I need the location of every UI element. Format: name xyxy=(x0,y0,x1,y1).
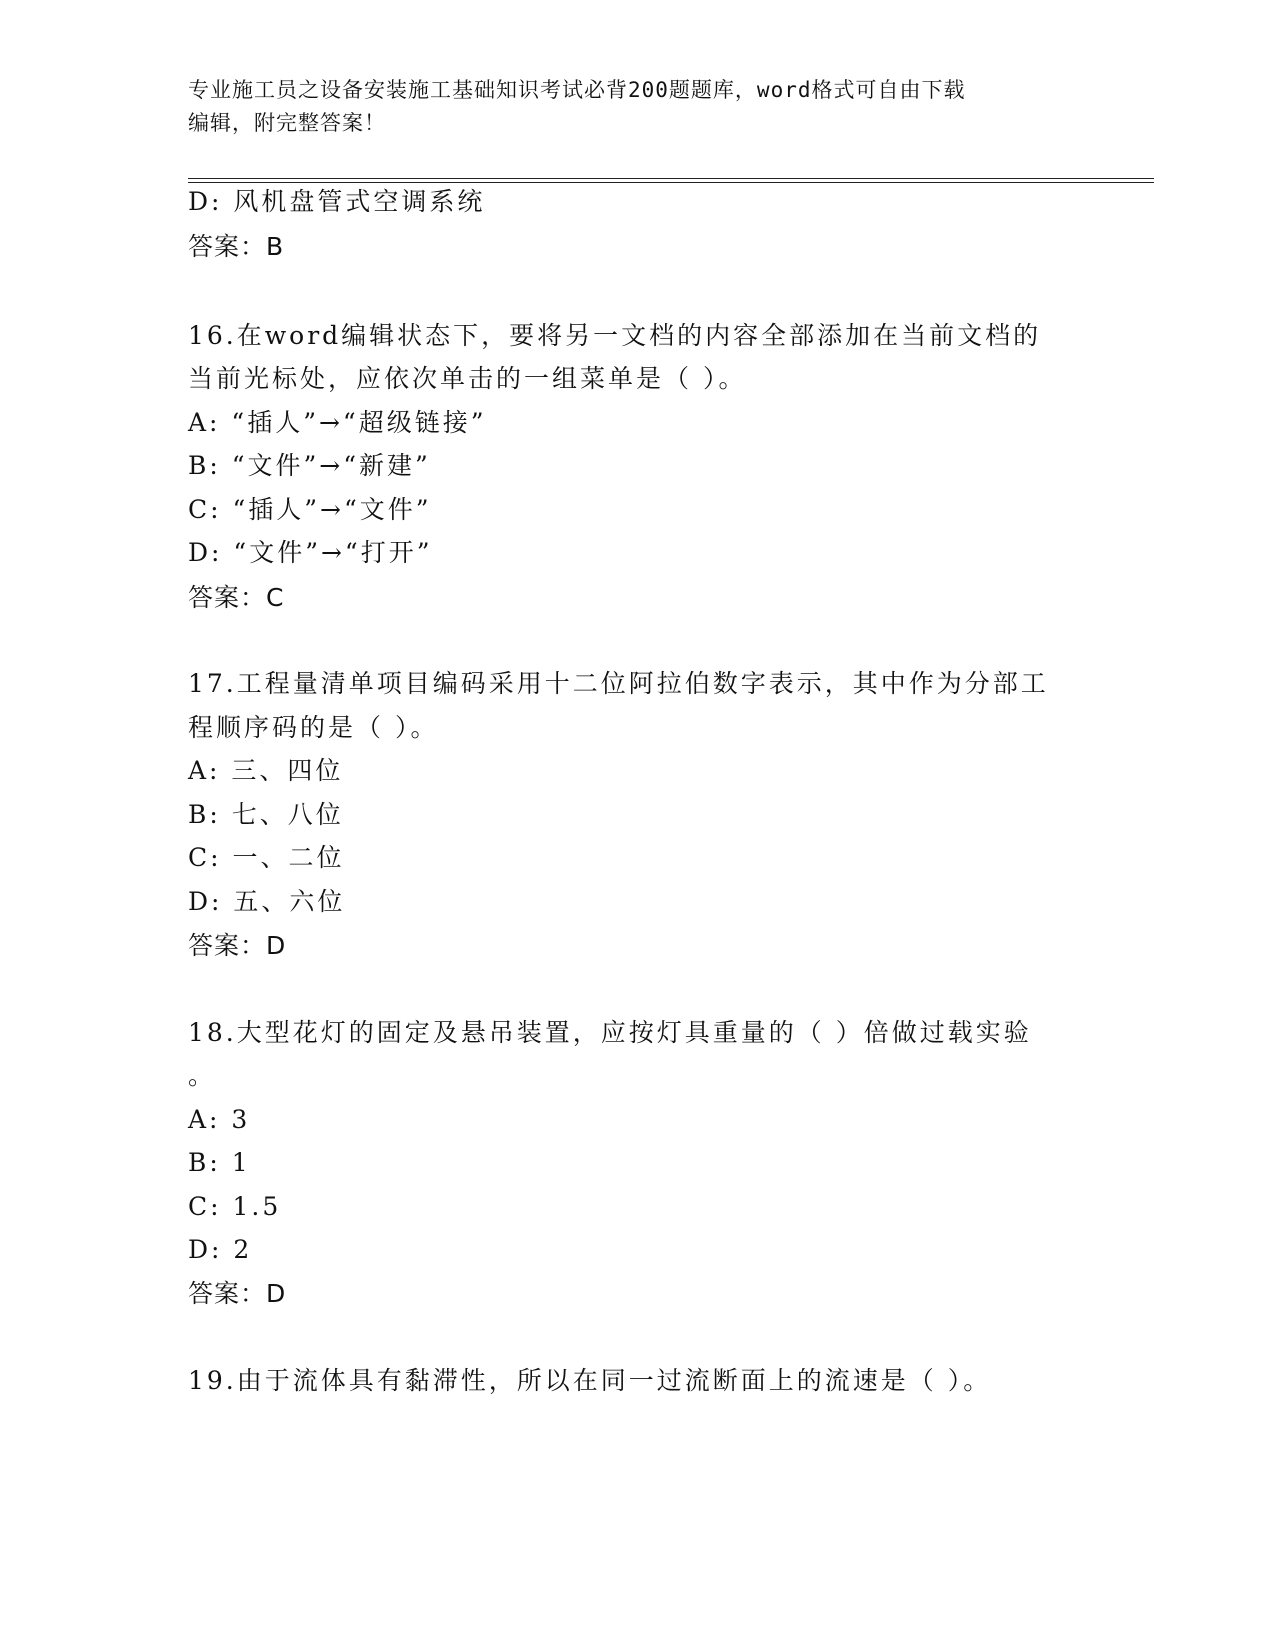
q17-option-b: B: 七、八位 xyxy=(188,800,344,829)
header-divider xyxy=(188,178,1154,183)
q16-option-a: A: “插人”→“超级链接” xyxy=(188,408,487,437)
q19-stem-line-1: 19.由于流体具有黏滞性，所以在同一过流断面上的流速是（ ）。 xyxy=(188,1366,992,1395)
q18-option-a: A: 3 xyxy=(188,1105,251,1134)
q17-stem-line-1: 17.工程量清单项目编码采用十二位阿拉伯数字表示，其中作为分部工 xyxy=(188,669,1049,698)
q18-option-d: D: 2 xyxy=(188,1235,253,1264)
q16-option-d: D: “文件”→“打开” xyxy=(188,538,433,567)
q18-option-b: B: 1 xyxy=(188,1148,251,1177)
document-header xyxy=(188,74,1068,140)
q16-option-b: B: “文件”→“新建” xyxy=(188,451,431,480)
q16-option-c: C: “插人”→“文件” xyxy=(188,495,432,524)
q18-option-c: C: 1.5 xyxy=(188,1192,282,1221)
q18-answer: 答案：D xyxy=(188,1279,287,1308)
q16-answer: 答案：C xyxy=(188,583,285,612)
prev-option-d: D: 风机盘管式空调系统 xyxy=(188,187,486,216)
q18-stem-line-2: 。 xyxy=(188,1061,217,1090)
q17-option-d: D: 五、六位 xyxy=(188,887,346,916)
q17-answer: 答案：D xyxy=(188,931,287,960)
header-title-line-2: 编辑，附完整答案！ xyxy=(188,111,386,135)
q17-option-c: C: 一、二位 xyxy=(188,843,345,872)
q17-option-a: A: 三、四位 xyxy=(188,756,344,785)
header-title-line-1: 专业施工员之设备安装施工基础知识考试必背200题题库，word格式可自由下载 xyxy=(188,78,966,102)
q18-stem-line-1: 18.大型花灯的固定及悬吊装置，应按灯具重量的（ ）倍做过载实验 xyxy=(188,1018,1032,1047)
q17-stem-line-2: 程顺序码的是（ ）。 xyxy=(188,713,439,742)
prev-answer: 答案：B xyxy=(188,232,285,261)
q16-stem-line-2: 当前光标处，应依次单击的一组菜单是（ ）。 xyxy=(188,364,747,393)
q16-stem-line-1: 16.在word编辑状态下，要将另一文档的内容全部添加在当前文档的 xyxy=(188,321,1042,350)
